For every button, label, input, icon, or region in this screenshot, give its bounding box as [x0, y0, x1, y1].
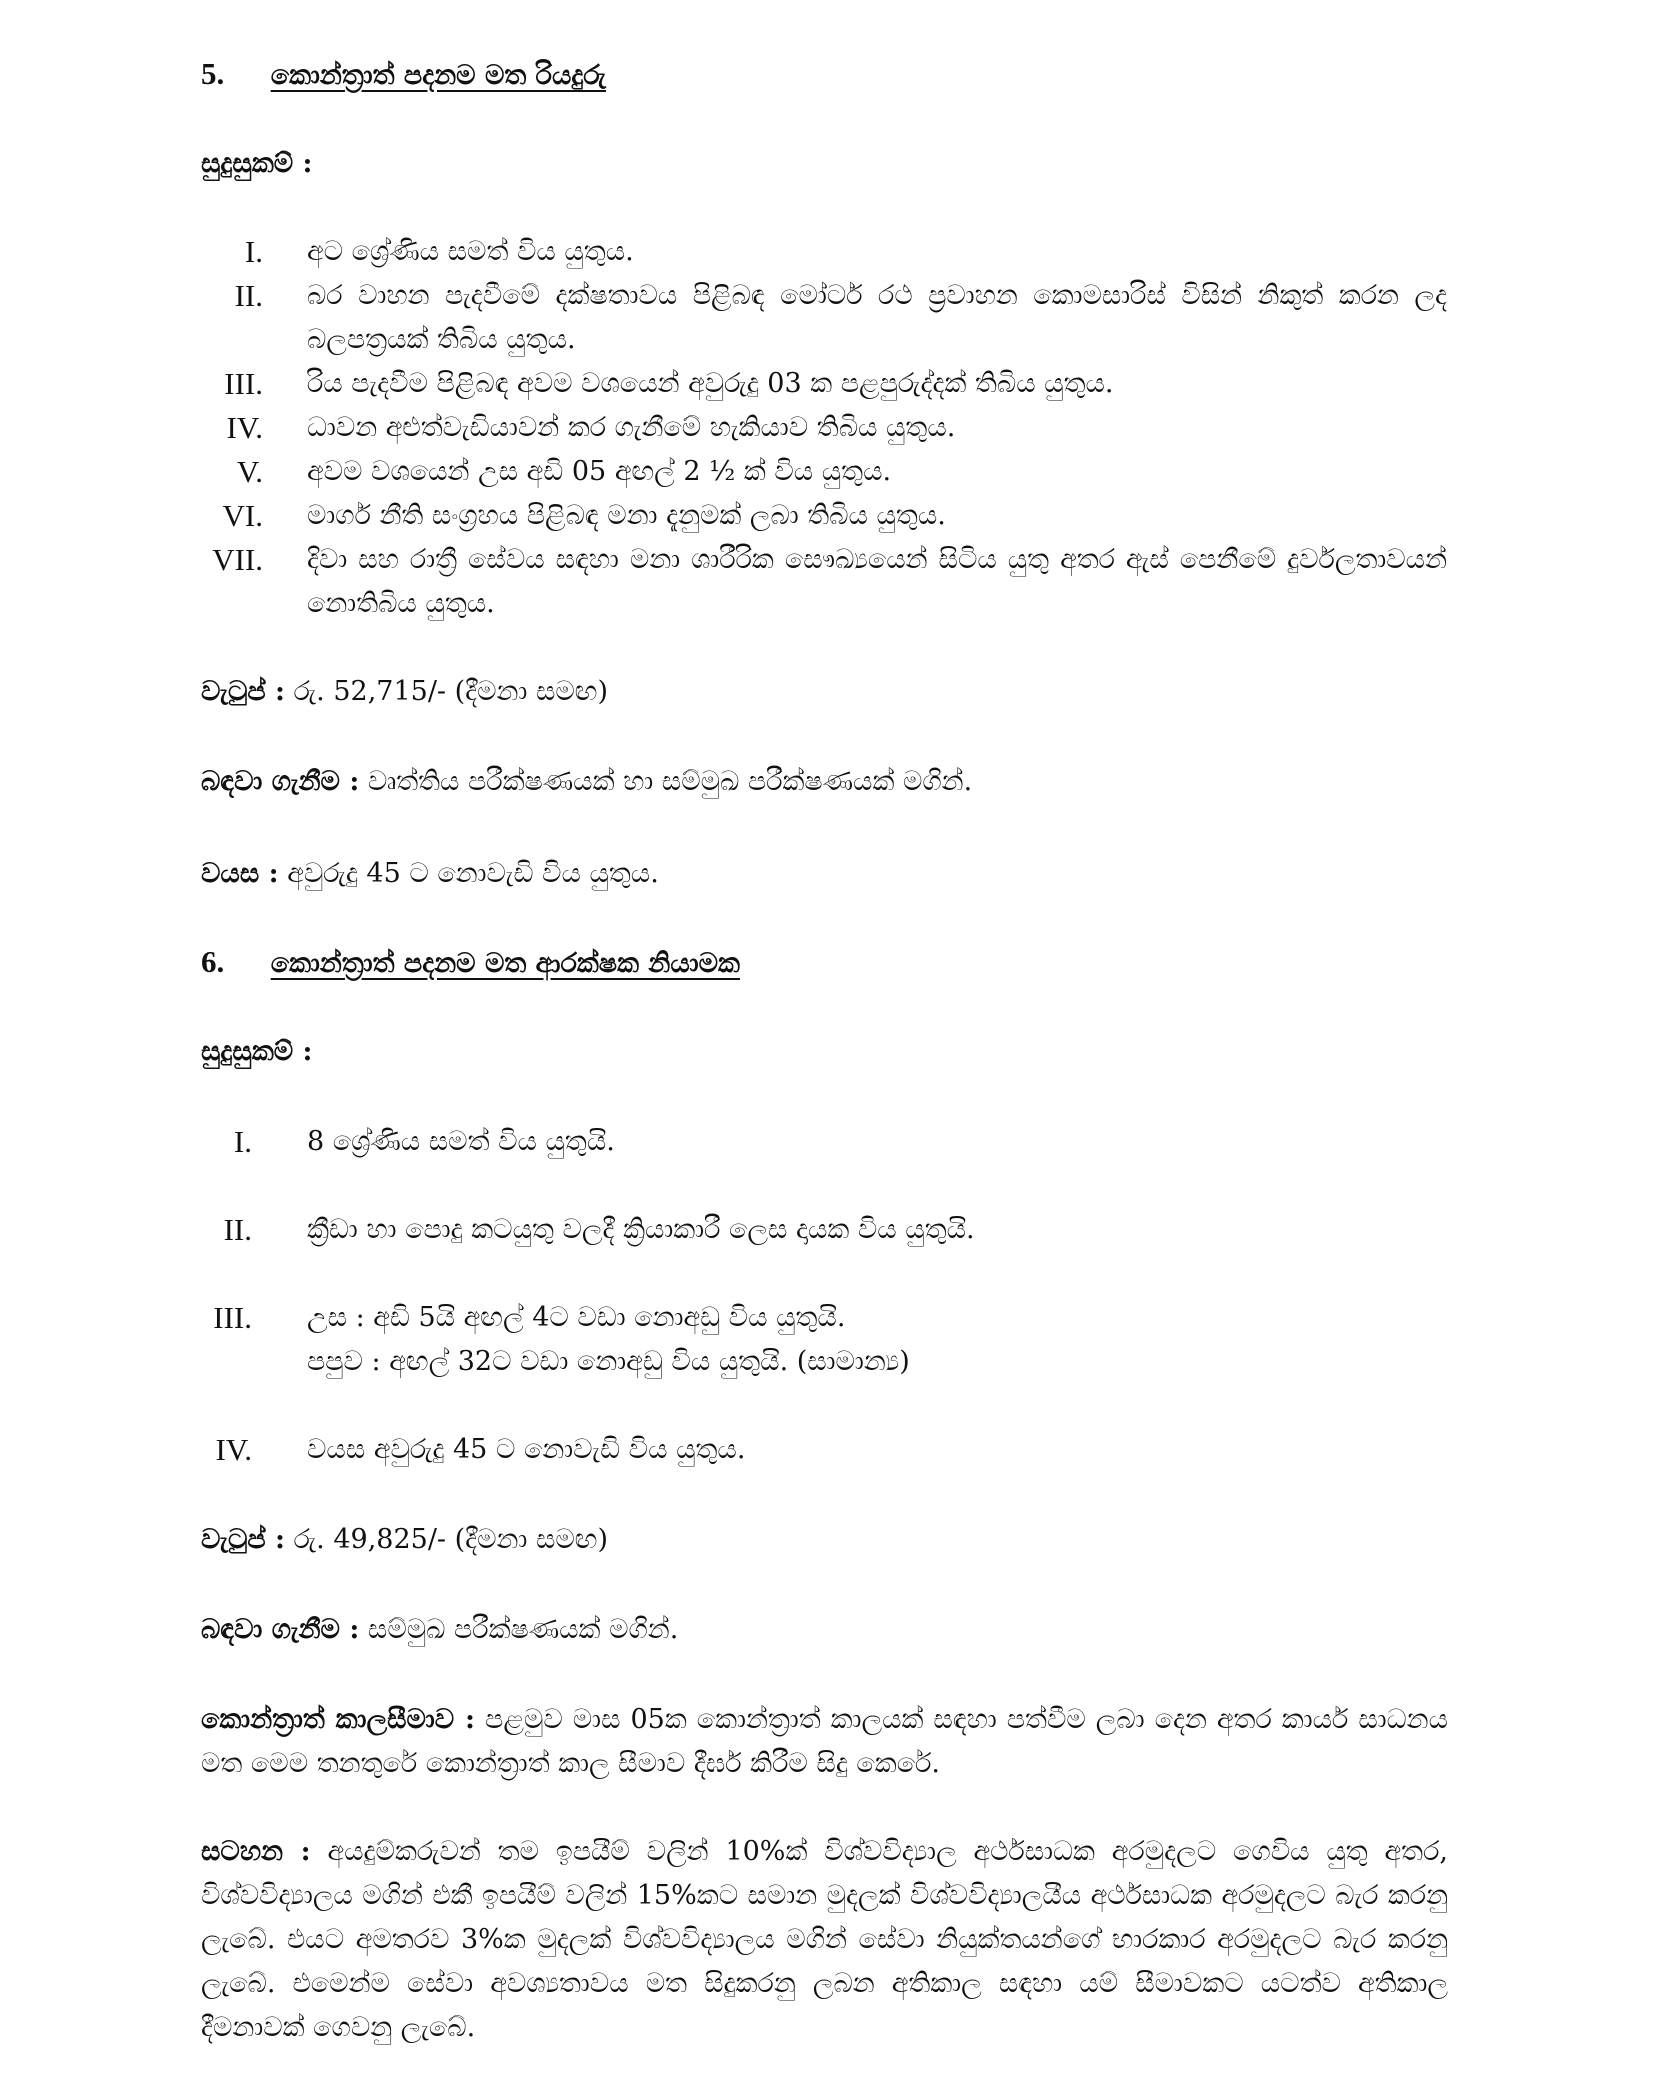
section-5-item-5-text: අවම වශයෙන් උස අඩි 05 අඟල් 2 ½ ක් විය යුතුය. — [307, 456, 892, 487]
section-5-item-1-numeral: I. — [244, 234, 263, 269]
section-5-age — [201, 852, 659, 896]
section-6-item-3-numeral: III. — [213, 1300, 252, 1335]
recruitment-label: බඳවා ගැනීම : — [201, 1614, 360, 1645]
section-6-item-1-numeral: I. — [233, 1124, 252, 1159]
contract-label: කොන්ත්‍රාත් කාලසීමාව : — [201, 1704, 476, 1735]
section-5-item-7-numeral: VII. — [212, 542, 263, 577]
recruitment-value: සම්මුඛ පරීක්ෂණයක් මගින්. — [367, 1614, 679, 1645]
section-5-item-5-numeral: V. — [236, 454, 263, 489]
section-6-item-4-numeral: IV. — [215, 1432, 252, 1467]
note-value: අයදුම්කරුවන් තම ඉපයීම් වලින් 10%ක් විශ්වවිද්‍යාල අර්ථසාධක අරමුදලට ගෙවිය යුතු අතර, විශ්වවිද්‍යාලය මගින් එකී ඉපයීම් වලින් 15%කට සමාන මුදලක් විශ්වවිද්‍යාලයීය අර්ථසාධක අරමුදලට බැර කරනු ලැබේ. එයට අමතරව 3%ක මුදලක් විශ්වවිද්‍යාලය මගින් සේවා නියුක්තයන්ගේ භාරකාර අරමුදලට බැර කරනු ලැබේ. එමෙන්ම සේවා අවශ්‍යතාවය මත සිදුකරනු ලබන අතිකාල සඳහා යම් සීමාවකට යටත්ව අතිකාල දීමනාවක් ගෙවනු ලැබේ. — [201, 1836, 1449, 2043]
salary-value: රු. 52,715/- (දීමනා සමඟ) — [293, 676, 609, 707]
section-6-number: 6. — [201, 944, 225, 979]
section-6-item-1-text: 8 ශ්‍රේණිය සමත් විය යුතුයි. — [307, 1126, 615, 1157]
age-label: වයස : — [201, 858, 279, 889]
section-5-heading — [201, 52, 606, 98]
contract-value: පළමුව මාස 05ක කොන්ත්‍රාත් කාලයක් සඳහා පත්වීම ලබා දෙන අතර කාර්ය සාධනය මත මෙම තනතුරේ කොන්ත්‍රාත් කාල සීමාව දීර්ඝ කිරීම සිදු කෙරේ. — [201, 1704, 1448, 1779]
age-value: අවුරුදු 45 ට නොවැඩි විය යුතුය. — [287, 858, 659, 889]
recruitment-label: බඳවා ගැනීම : — [201, 766, 360, 797]
section-5-item-1-text: අට ශ්‍රේණිය සමත් විය යුතුය. — [307, 236, 634, 267]
recruitment-value: වෘත්තිය පරීක්ෂණයක් හා සම්මුඛ පරීක්ෂණයක් මගින්. — [367, 766, 973, 797]
section-5-item-3-numeral: III. — [224, 366, 263, 401]
section-5-number: 5. — [201, 56, 225, 91]
section-5-recruitment — [201, 760, 972, 804]
note-label: සටහන : — [201, 1836, 311, 1867]
section-6-item-2-numeral: II. — [223, 1212, 252, 1247]
section-5-item-3-text: රිය පැදවීම පිළිබඳ අවම වශයෙන් අවුරුදු 03 ක පළපුරුද්දක් තිබිය යුතුය. — [307, 368, 1114, 399]
section-6-title: කොන්ත්‍රාත් පදනම මත ආරක්ෂක නියාමක — [270, 948, 740, 979]
section-5-item-2-text: බර වාහන පැදවීමේ දක්ෂතාවය පිළිබඳ මෝටර් රථ ප්‍රවාහන කොමසාරිස් විසින් නිකුත් කරන ලද බලපත්‍රයක් තිබිය යුතුය. — [307, 280, 1447, 355]
section-5-item-4-numeral: IV. — [226, 410, 263, 445]
section-6-item-3-text-line-1: උස : අඩි 5යි අඟල් 4ට වඩා නොඅඩු විය යුතුයි. — [307, 1302, 846, 1333]
section-6-salary — [201, 1518, 608, 1562]
section-5-qualifications-label: සුදුසුකම් : — [201, 148, 313, 179]
section-6-note — [201, 1830, 1448, 2050]
section-5-item-6-numeral: VI. — [222, 498, 263, 533]
section-6-recruitment — [201, 1608, 678, 1652]
section-5-salary — [201, 670, 608, 714]
section-5-item-2-numeral: II. — [234, 278, 263, 313]
section-5-item-4-text: ධාවන අළුත්වැඩියාවන් කර ගැනීමේ හැකියාව තිබිය යුතුය. — [307, 412, 956, 443]
salary-label: වැටුප් : — [201, 1524, 286, 1555]
salary-label: වැටුප් : — [201, 676, 286, 707]
section-5-item-7-text: දිවා සහ රාත්‍රී සේවය සඳහා මනා ශාරීරික සෞඛ්‍යයෙන් සිටිය යුතු අතර ඇස් පෙනීමේ දුර්වලතාවයන් නොතිබිය යුතුය. — [307, 544, 1447, 619]
section-5-title: කොන්ත්‍රාත් පදනම මත රියදුරු — [270, 60, 606, 91]
section-5-item-6-text: මාර්ග නීති සංග්‍රහය පිළිබඳ මනා දැනුමක් ලබා තිබිය යුතුය. — [307, 500, 946, 531]
section-6-item-2-text: ක්‍රීඩා හා පොදු කටයුතු වලදී ක්‍රියාකාරී ලෙස දායක විය යුතුයි. — [307, 1214, 975, 1245]
salary-value: රු. 49,825/- (දීමනා සමඟ) — [293, 1524, 609, 1555]
section-6-contract-period — [201, 1698, 1448, 1786]
section-6-item-3-text-line-2: පපුව : අඟල් 32ට වඩා නොඅඩු විය යුතුයි. (සාමාන්‍ය) — [307, 1346, 910, 1377]
section-6-item-4-text: වයස අවුරුදු 45 ට නොවැඩි විය යුතුය. — [307, 1434, 746, 1465]
section-6-qualifications-label: සුදුසුකම් : — [201, 1036, 313, 1067]
section-6-heading — [201, 940, 740, 986]
